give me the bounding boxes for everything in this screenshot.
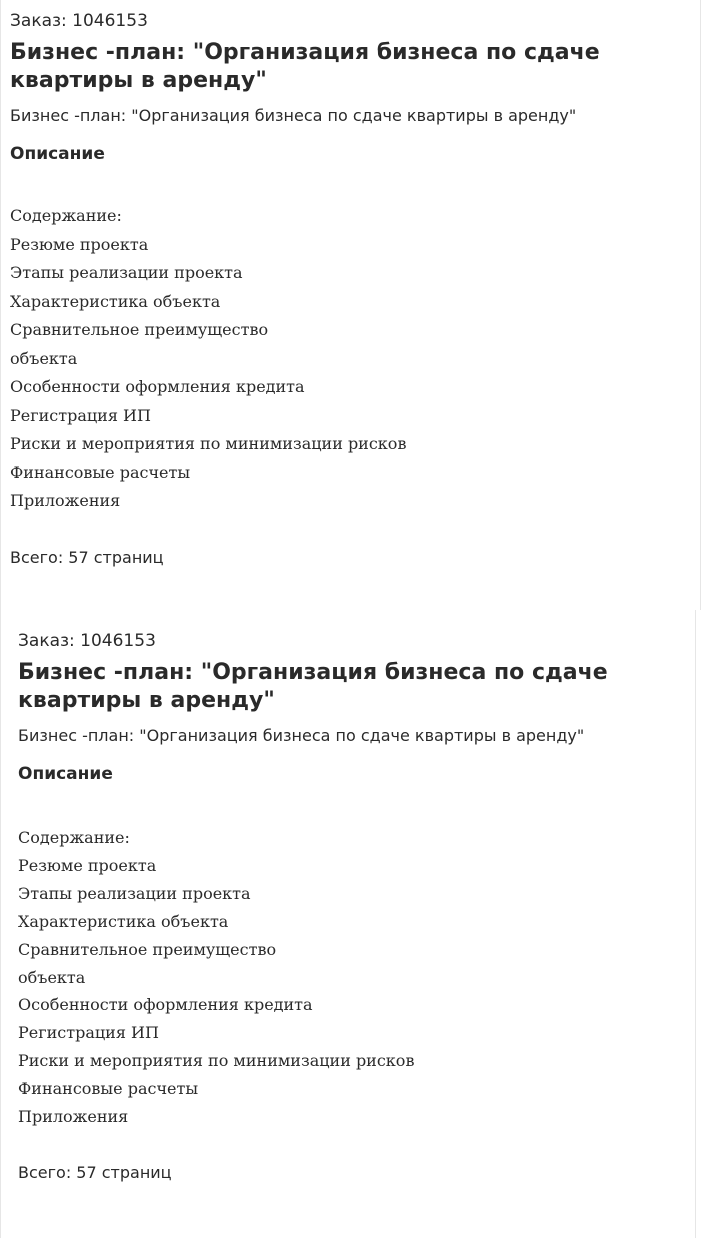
contents-item: Этапы реализации проекта (18, 883, 251, 903)
contents-heading: Содержание: (10, 206, 122, 225)
contents-item: Резюме проекта (10, 234, 149, 254)
contents-item: Сравнительное преимущество (10, 320, 269, 339)
contents-item: Резюме проекта (18, 855, 157, 875)
page-count: Всего: 57 страниц (18, 1162, 172, 1182)
contents-item: объекта (18, 967, 86, 987)
description-heading: Описание (10, 144, 105, 164)
contents-item: Особенности оформления кредита (18, 995, 313, 1015)
contents-item: Сравнительное преимущество (18, 939, 277, 959)
document-subtitle: Бизнес -план: "Организация бизнеса по сдаче квартиры в аренду" (18, 726, 585, 745)
contents-item: Финансовые расчеты (10, 462, 191, 482)
contents-item: Характеристика объекта (18, 911, 229, 931)
contents-heading: Содержание: (18, 828, 130, 847)
order-card-2 (0, 610, 696, 1238)
description-heading: Описание (18, 764, 113, 784)
order-card-1 (0, 0, 701, 610)
contents-item: Регистрация ИП (10, 405, 151, 425)
document-title: Бизнес -план: "Организация бизнеса по сдаче квартиры в аренду" (18, 660, 608, 713)
order-number: Заказ: 1046153 (18, 631, 156, 651)
contents-item: объекта (10, 348, 78, 368)
contents-item: Приложения (18, 1107, 129, 1127)
contents-item: Регистрация ИП (18, 1023, 159, 1043)
contents-item: Особенности оформления кредита (10, 377, 305, 396)
contents-list (18, 852, 695, 1131)
contents-item: Характеристика объекта (10, 291, 221, 311)
contents-list (10, 231, 700, 516)
contents-item: Приложения (10, 491, 121, 510)
order-number: Заказ: 1046153 (10, 11, 148, 31)
contents-item: Финансовые расчеты (18, 1079, 199, 1099)
contents-item: Риски и мероприятия по минимизации рисков (18, 1051, 415, 1071)
page-count: Всего: 57 страниц (10, 547, 164, 567)
contents-item: Этапы реализации проекта (10, 263, 243, 282)
document-title: Бизнес -план: "Организация бизнеса по сдаче квартиры в аренду" (10, 40, 600, 93)
document-subtitle: Бизнес -план: "Организация бизнеса по сдаче квартиры в аренду" (10, 106, 577, 125)
contents-item: Риски и мероприятия по минимизации рисков (10, 434, 407, 453)
